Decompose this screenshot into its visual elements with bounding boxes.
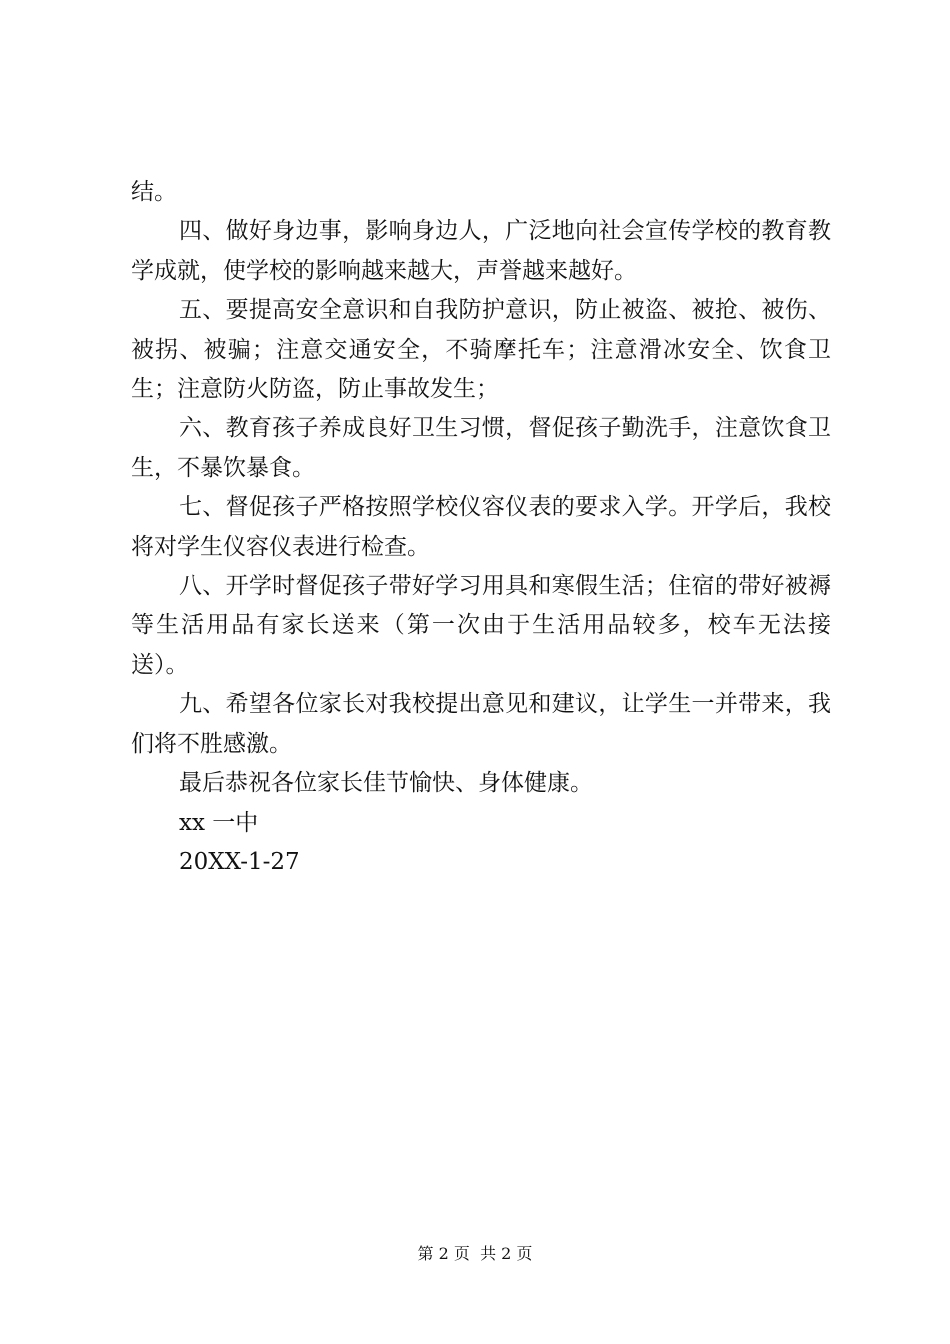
paragraph-item-6: 六、教育孩子养成良好卫生习惯，督促孩子勤洗手，注意饮食卫生，不暴饮暴食。 (131, 415, 831, 481)
page-number-footer: 第 2 页 共 2 页 (417, 1244, 533, 1263)
paragraph-item-9: 九、希望各位家长对我校提出意见和建议，让学生一并带来，我们将不胜感激。 (131, 691, 831, 757)
paragraph-item-4: 四、做好身边事，影响身边人，广泛地向社会宣传学校的教育教学成就，使学校的影响越来越大，声誉越来越好。 (131, 218, 831, 284)
paragraph-item-8: 八、开学时督促孩子带好学习用具和寒假生活；住宿的带好被褥等生活用品有家长送来（第一次由于生活用品较多，校车无法接送）。 (131, 573, 831, 678)
signature-date: 20XX-1-27 (179, 848, 300, 875)
closing-greeting: 最后恭祝各位家长佳节愉快、身体健康。 (179, 770, 593, 797)
paragraph-item-5: 五、要提高安全意识和自我防护意识，防止被盗、被抢、被伤、被拐、被骗；注意交通安全，不骑摩托车；注意滑冰安全、饮食卫生；注意防火防盗，防止事故发生； (131, 297, 831, 403)
document-body (131, 173, 831, 882)
paragraph-continuation: 结。 (131, 179, 177, 205)
signature-school: xx 一中 (179, 809, 259, 836)
paragraph-item-7: 七、督促孩子严格按照学校仪容仪表的要求入学。开学后，我校将对学生仪容仪表进行检查。 (131, 494, 831, 560)
